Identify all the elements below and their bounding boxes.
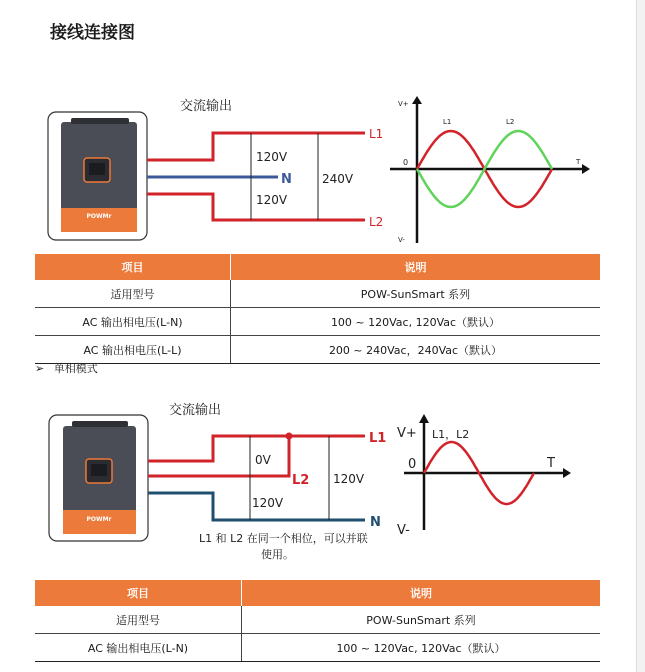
wave-vplus: V+ bbox=[398, 100, 409, 108]
device-orange-panel bbox=[61, 208, 137, 232]
voltage-l1-l2: 0V bbox=[255, 453, 271, 467]
col-header-desc: 说明 bbox=[231, 254, 601, 280]
cell-desc: POW-SunSmart 系列 bbox=[231, 280, 601, 308]
table-row bbox=[35, 606, 600, 634]
label-l1: L1 bbox=[369, 431, 387, 446]
ac-output-label: 交流输出 bbox=[169, 403, 222, 418]
cell-desc: POW-SunSmart 系列 bbox=[242, 606, 601, 634]
cell-item: 适用型号 bbox=[35, 606, 242, 634]
voltage-l1-l2: 240V bbox=[322, 172, 354, 186]
cell-item: AC 输出相电压(L-N) bbox=[35, 308, 231, 336]
table-row bbox=[35, 634, 600, 662]
page-title: 接线连接图 bbox=[50, 23, 135, 43]
wave-y-arrow bbox=[419, 414, 429, 423]
split-phase-diagram bbox=[0, 90, 636, 250]
label-l1: L1 bbox=[369, 127, 384, 141]
voltage-l1-n: 120V bbox=[333, 472, 365, 486]
cell-desc: 200 ~ 240Vac，240Vac（默认） bbox=[231, 336, 601, 364]
wave-vminus: V- bbox=[398, 236, 405, 244]
wave-label-l1l2: L1，L2 bbox=[432, 428, 470, 441]
page-edge bbox=[636, 0, 645, 672]
wave-vplus: V+ bbox=[397, 426, 417, 441]
device-screen bbox=[91, 464, 107, 476]
col-header-item: 项目 bbox=[35, 254, 231, 280]
col-header-item: 项目 bbox=[35, 580, 242, 606]
cell-item: AC 输出相电压(L-L) bbox=[35, 336, 231, 364]
device-screen bbox=[89, 163, 105, 175]
cell-desc: 100 ~ 120Vac, 120Vac（默认） bbox=[231, 308, 601, 336]
device-brand: POWMr bbox=[86, 213, 112, 220]
voltage-l2-n: 120V bbox=[256, 193, 288, 207]
section-heading bbox=[35, 360, 98, 376]
voltage-l2-n: 120V bbox=[252, 496, 284, 510]
wave-x-arrow bbox=[582, 164, 590, 174]
note-text-line-2: 使用。 bbox=[261, 548, 294, 561]
spec-table-split-phase bbox=[35, 254, 600, 364]
wave-zero: 0 bbox=[408, 457, 417, 472]
cell-desc: 100 ~ 120Vac, 120Vac（默认） bbox=[242, 634, 601, 662]
wave-t: T bbox=[547, 456, 555, 471]
ac-output-label: 交流输出 bbox=[180, 99, 233, 114]
spec-table-single-phase bbox=[35, 580, 600, 662]
label-l2: L2 bbox=[292, 473, 310, 488]
table-header-row bbox=[35, 254, 600, 280]
wave-x-arrow bbox=[563, 468, 571, 478]
label-n: N bbox=[281, 172, 292, 187]
wave-label-l2: L2 bbox=[506, 118, 515, 126]
wave-y-arrow bbox=[412, 96, 422, 104]
table-row bbox=[35, 308, 600, 336]
wave-zero: 0 bbox=[403, 158, 409, 167]
bullet-arrow-icon: ➢ bbox=[35, 362, 45, 375]
cell-item: 适用型号 bbox=[35, 280, 231, 308]
wave-vminus: V- bbox=[397, 523, 410, 538]
note-text-line-1: L1 和 L2 在同一个相位，可以并联 bbox=[199, 532, 368, 545]
table-row bbox=[35, 336, 600, 364]
device-top-mount bbox=[71, 118, 129, 124]
wave-t: T bbox=[576, 158, 581, 166]
table-row bbox=[35, 280, 600, 308]
single-phase-diagram bbox=[0, 396, 636, 572]
label-l2: L2 bbox=[369, 215, 384, 229]
cell-item: AC 输出相电压(L-N) bbox=[35, 634, 242, 662]
junction-dot bbox=[286, 433, 293, 440]
voltage-l1-n: 120V bbox=[256, 150, 288, 164]
table-header-row bbox=[35, 580, 600, 606]
label-n: N bbox=[370, 515, 381, 530]
note-line bbox=[199, 531, 371, 561]
device-brand: POWMr bbox=[86, 516, 112, 523]
wave-label-l1: L1 bbox=[443, 118, 452, 126]
col-header-desc: 说明 bbox=[242, 580, 601, 606]
device-top-mount bbox=[72, 421, 128, 427]
section-label: 单相模式 bbox=[53, 362, 98, 375]
